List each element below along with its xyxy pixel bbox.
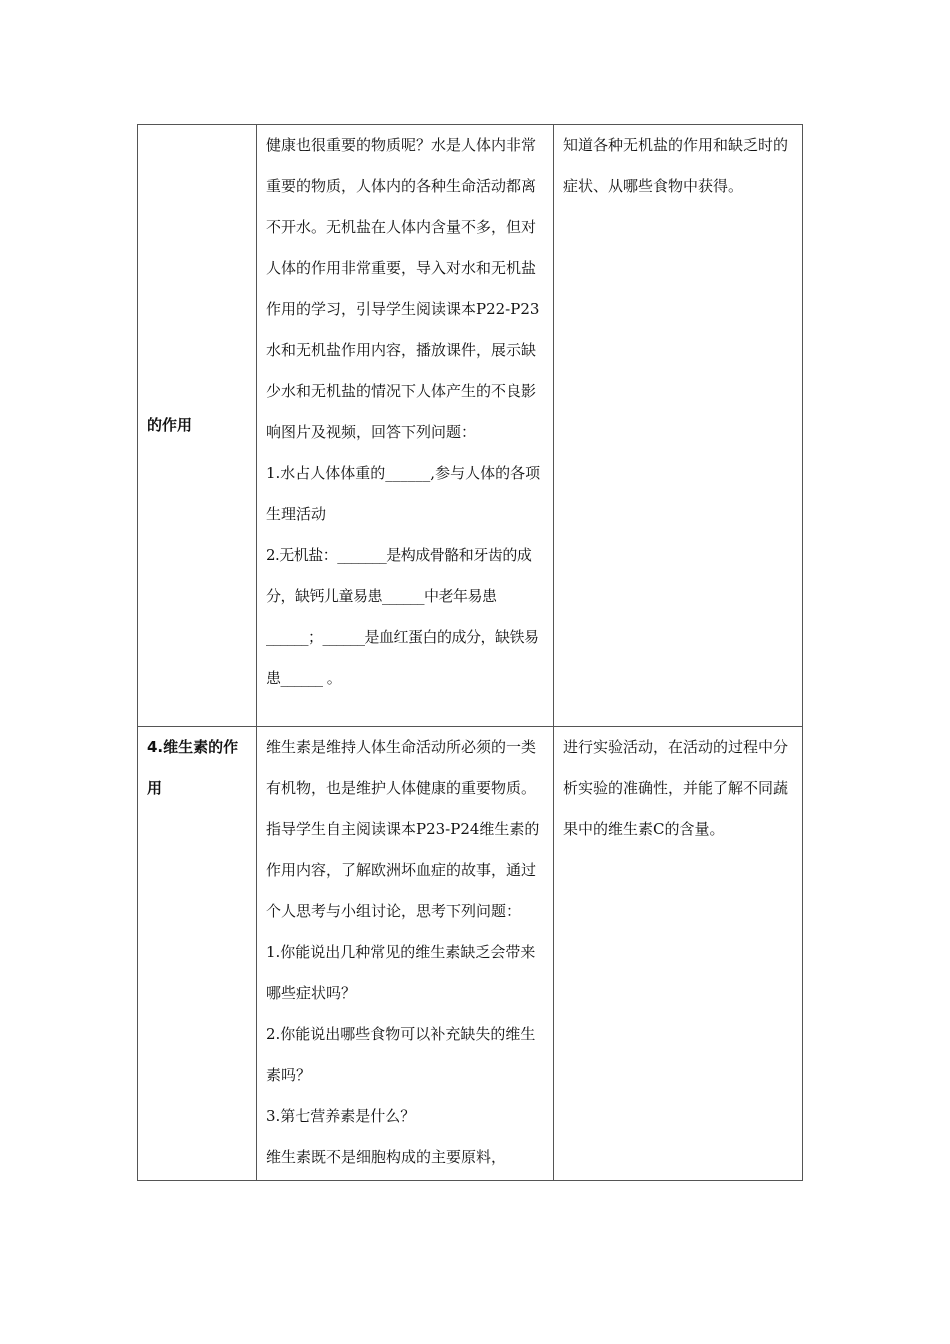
table-row [138,727,803,1181]
topic-label: 的作用 [147,416,193,434]
question-item: 1.水占人体体重的______,参与人体的各项生理活动 [266,464,541,523]
topic-cell [138,125,257,727]
question-item: 2.你能说出哪些食物可以补充缺失的维生素吗？ [266,1025,536,1084]
content-paragraph: 健康也很重要的物质呢？水是人体内非常重要的物质，人体内的各种生命活动都离不开水。无机盐在人体内含量不多，但对人体的作用非常重要，导入对水和无机盐作用的学习，引导学生阅读课本P22-P23水和无机盐作用内容，播放课件，展示缺少水和无机盐的情况下人体产生的不良影响图片及视频，回答下列问题： [266,136,540,441]
table-row [138,125,803,727]
content-paragraph: 维生素既不是细胞构成的主要原料， [266,1148,507,1166]
question-item: 3.第七营养素是什么？ [266,1107,416,1125]
content-paragraph: 维生素是维持人体生命活动所必须的一类有机物，也是维护人体健康的重要物质。指导学生自主阅读课本P23-P24维生素的作用内容，了解欧洲坏血症的故事，通过个人思考与小组讨论，思考下列问题： [266,738,540,920]
question-item: 1.你能说出几种常见的维生素缺乏会带来哪些症状吗？ [266,943,536,1002]
question-item: 2.无机盐：_______是构成骨骼和牙齿的成分，缺钙儿童易患______中老年易患______；______是血红蛋白的成分，缺铁易患______ 。 [266,546,539,687]
content-cell [257,125,554,727]
lesson-plan-table [137,124,803,1181]
goal-cell [554,125,803,727]
goal-text: 知道各种无机盐的作用和缺乏时的症状、从哪些食物中获得。 [563,136,789,195]
topic-label: 4.维生素的作用 [147,738,239,797]
goal-text: 进行实验活动，在活动的过程中分析实验的准确性，并能了解不同蔬果中的维生素C的含量。 [563,738,789,838]
goal-cell [554,727,803,1181]
topic-cell [138,727,257,1181]
content-cell [257,727,554,1181]
